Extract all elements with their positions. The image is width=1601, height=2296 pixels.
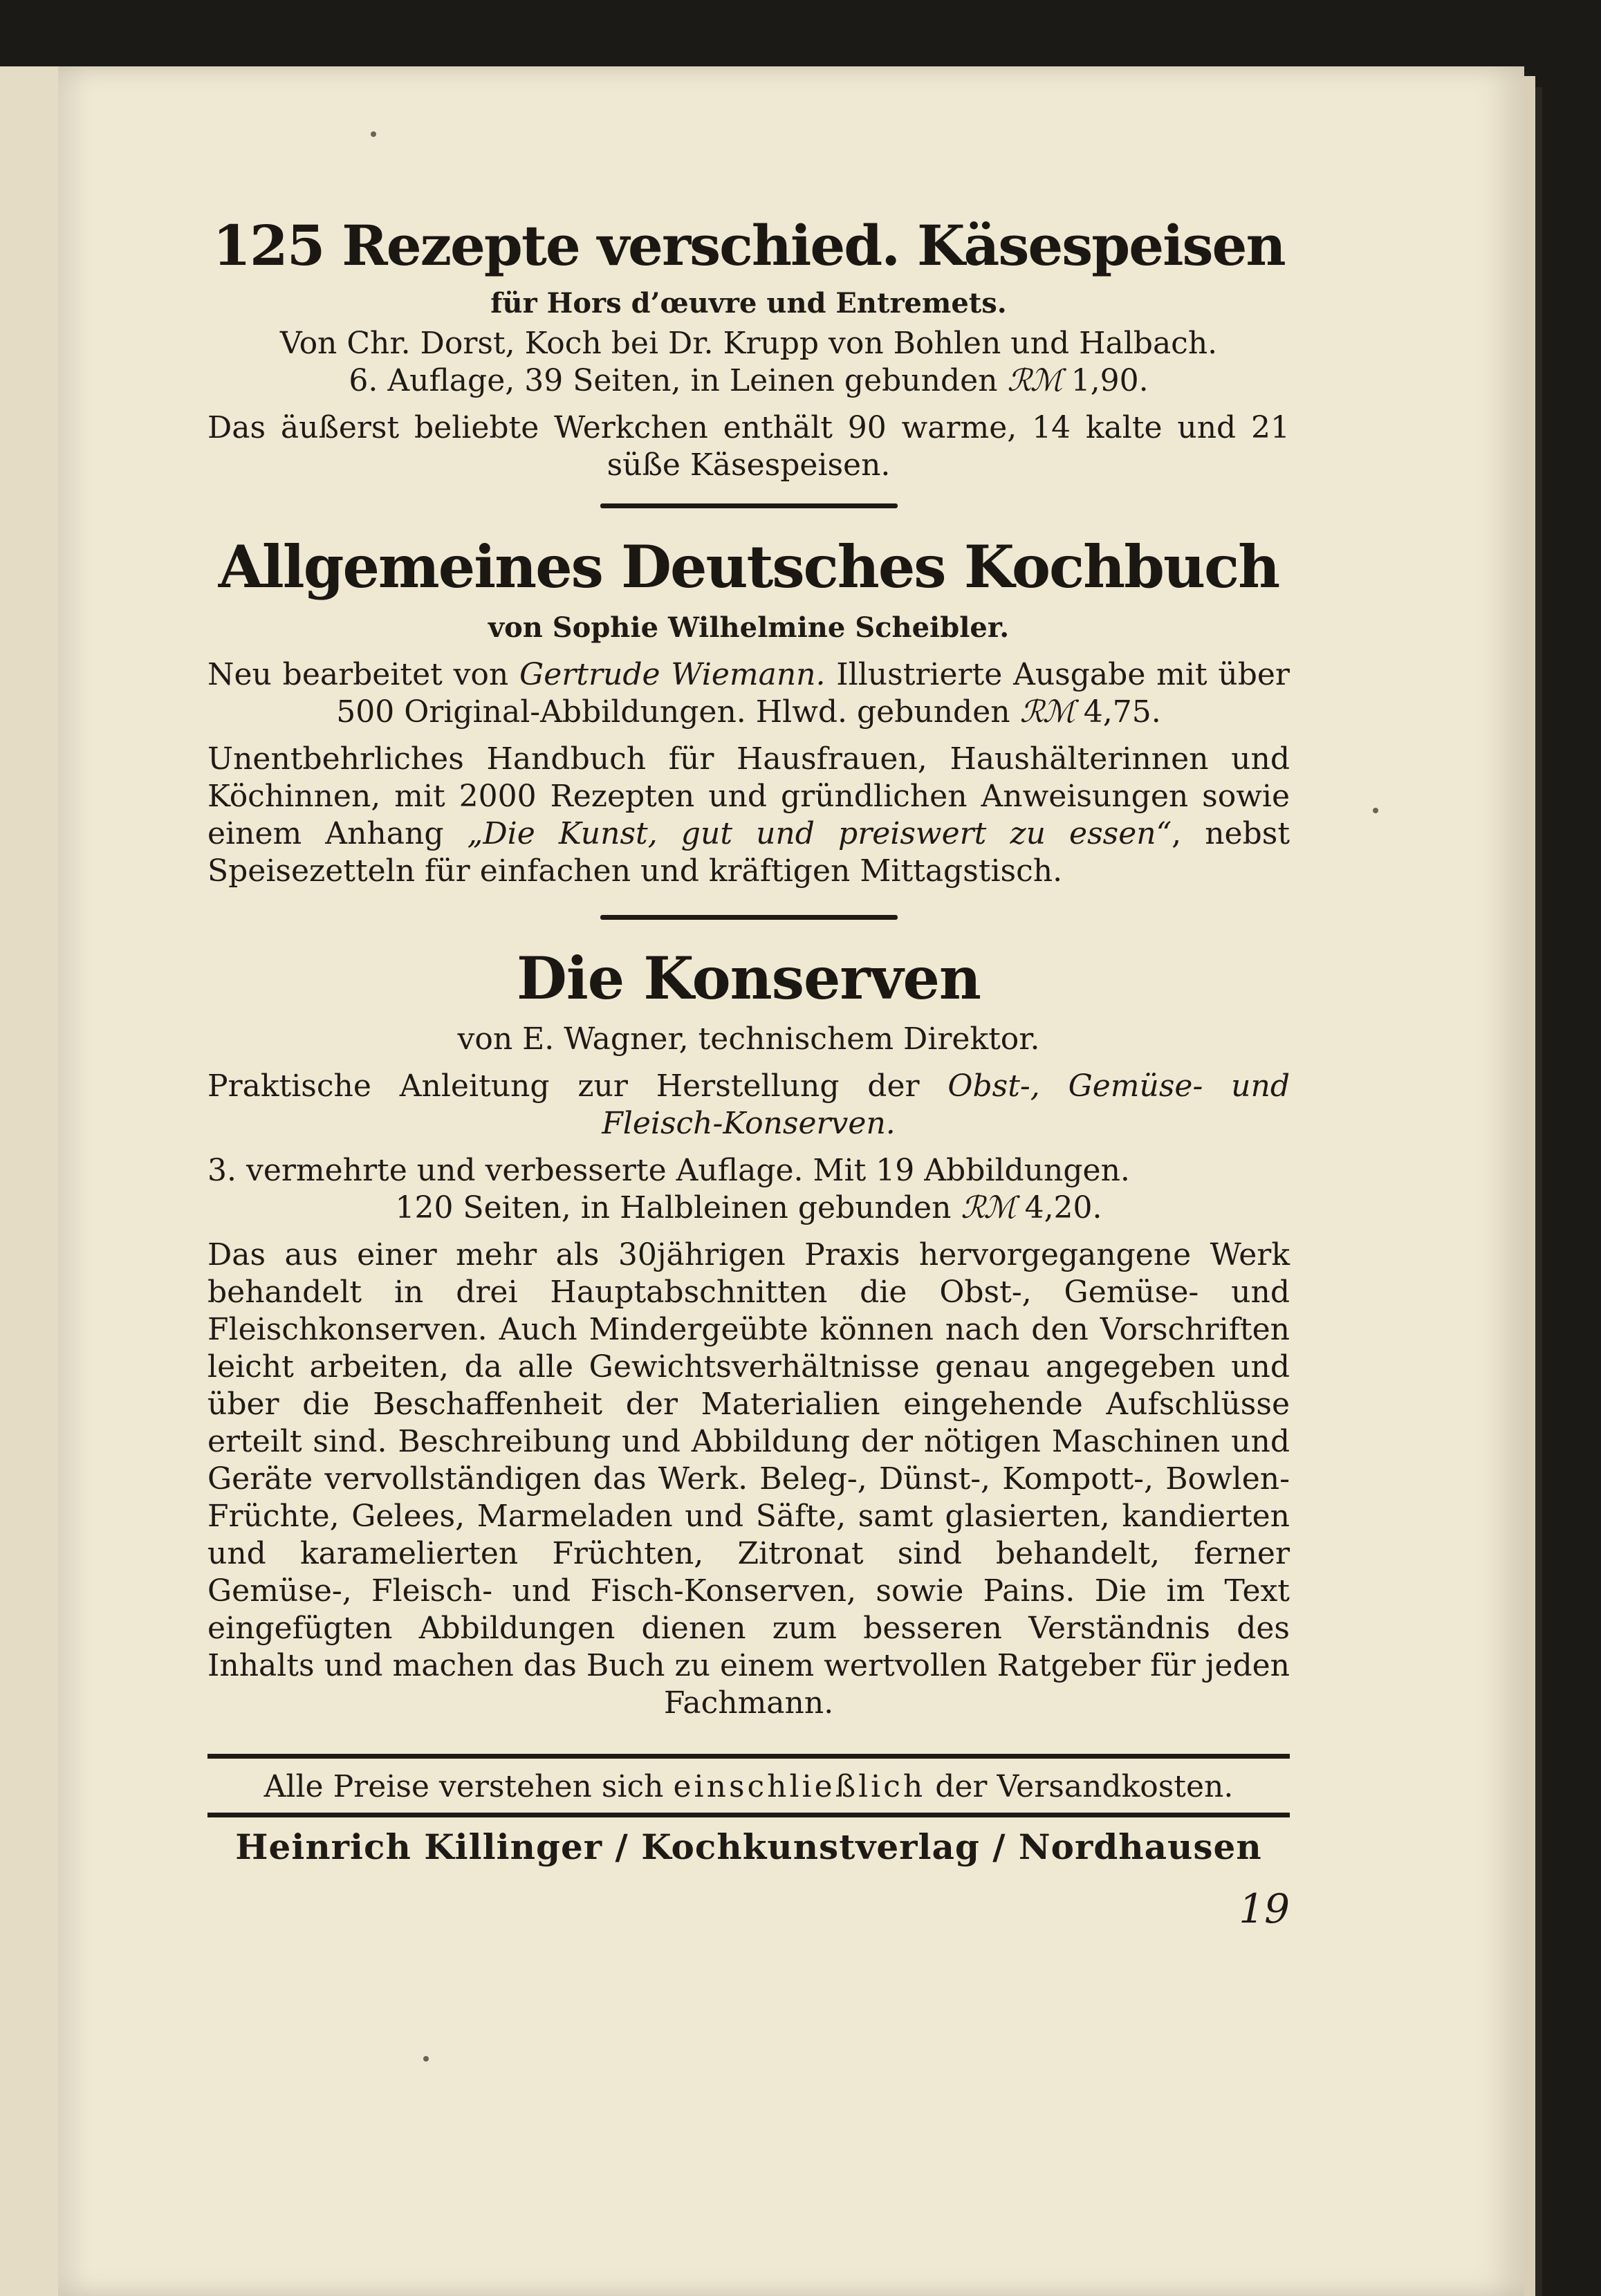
price: 1,90. <box>1071 363 1149 398</box>
footer-rule-top <box>207 1754 1290 1759</box>
edit-text-post: Illustrierte Ausgabe mit <box>836 657 1207 692</box>
edition-line <box>207 362 1290 400</box>
note-text: Alle Preise verstehen sich <box>263 1769 664 1804</box>
entry-title: 125 Rezepte verschied. Käsespeisen <box>212 213 1285 278</box>
entry-subtitle: für Hors d’œuvre und Entremets. <box>490 287 1007 320</box>
note-text-post: der Versandkosten. <box>935 1769 1234 1804</box>
intro-text: Praktische Anleitung zur Herstellung der <box>207 1068 920 1104</box>
entry-subtitle: von Sophie Wilhelmine Scheibler. <box>488 611 1010 644</box>
page-number: 19 <box>1239 1885 1290 1932</box>
entry-description: Das äußerst beliebte Werkchen enthält 90 warme, 14 kalte und 21 süße Käsespeisen. <box>207 410 1290 483</box>
edition-paragraph <box>207 656 1290 731</box>
appendix-title: „Die Kunst, gut und preiswert zu essen“ <box>467 816 1172 851</box>
edition-text: über 500 Original-Abbildungen. Hlwd. gebunden <box>336 657 1290 730</box>
edition-line-1: 3. vermehrte und verbesserte Auflage. Mit 19 Abbildungen. <box>207 1153 1130 1188</box>
facing-page-edge <box>0 66 58 2296</box>
book-entry-kochbuch <box>207 526 1290 890</box>
publisher-line: Heinrich Killinger / Kochkunstverlag / Nordhausen <box>235 1826 1262 1867</box>
entry-title: Die Konserven <box>516 944 981 1012</box>
edit-text: Neu bearbeitet von <box>207 657 509 692</box>
entry-title: Allgemeines Deutsches Kochbuch <box>218 533 1279 601</box>
price: 4,75. <box>1083 694 1161 730</box>
currency-symbol: ℛℳ <box>1019 694 1074 730</box>
entry-description <box>207 741 1290 890</box>
edition-line-2 <box>207 1189 1290 1227</box>
edition-text: 120 Seiten, in Halbleinen gebunden <box>395 1190 952 1225</box>
entry-subtitle: von E. Wagner, technischem Direktor. <box>457 1021 1040 1057</box>
edition-text: 6. Auflage, 39 Seiten, in Leinen gebunden <box>349 363 998 398</box>
description-text-post: , nebst Speisezetteln für einfachen und kräftigen Mittagstisch. <box>207 816 1290 889</box>
page-content <box>207 207 1290 1932</box>
author-line: Von Chr. Dorst, Koch bei Dr. Krupp von Bohlen und Halbach. <box>279 326 1218 361</box>
intro-paragraph <box>207 1068 1290 1142</box>
intro-italic: Obst-, Gemüse- und Fleisch-Konserven. <box>602 1068 1290 1141</box>
section-divider <box>600 915 898 920</box>
paper-speck <box>1373 808 1378 813</box>
note-emphasis: einschließlich <box>673 1769 926 1804</box>
price: 4,20. <box>1024 1190 1102 1225</box>
book-entry-konserven <box>207 938 1290 1722</box>
page-edge <box>1524 76 1535 2296</box>
section-divider <box>600 503 898 508</box>
entry-description: Das aus einer mehr als 30jährigen Praxis hervorgegangene Werk behandelt in drei Hauptabschnitten die Obst-, Gemüse- und Fleischkonserven. Auch Mindergeübte können nach den Vorschriften leicht arbeiten, da alle Gewichtsverhältnisse genau angegeben und über die Beschaffenheit der Materialien eingehende Aufschlüsse erteilt sind. Beschreibung und Abbildung der nötigen Maschinen und Geräte vervollständigen das Werk. Beleg-, Dünst-, Kompott-, Bowlen-Früchte, Gelees, Marmeladen und Säfte, samt glasierten, kandierten und karamelierten Früchten, Zitronat sind behandelt, ferner Gemüse-, Fleisch- und Fisch-Konserven, sowie Pains. Die im Text eingefügten Abbildungen dienen zum besseren Verständnis des Inhalts und machen das Buch zu einem wertvollen Ratgeber für jeden Fachmann. <box>207 1237 1290 1721</box>
currency-symbol: ℛℳ <box>961 1190 1015 1225</box>
price-note <box>207 1768 1290 1806</box>
book-entry-kaesespeisen <box>207 207 1290 484</box>
paper-speck <box>423 2056 429 2062</box>
description-text: Unentbehrliches Handbuch für Hausfrauen, Haushälterinnen und Köchinnen, mit 2000 Rezepten und gründlichen Anweisungen sowie einem Anhang <box>207 741 1290 851</box>
paper-speck <box>371 131 376 137</box>
binding-shadow <box>1535 87 1542 2296</box>
editor-name: Gertrude Wiemann. <box>519 657 826 692</box>
footer-rule-bottom <box>207 1813 1290 1817</box>
currency-symbol: ℛℳ <box>1007 363 1062 398</box>
